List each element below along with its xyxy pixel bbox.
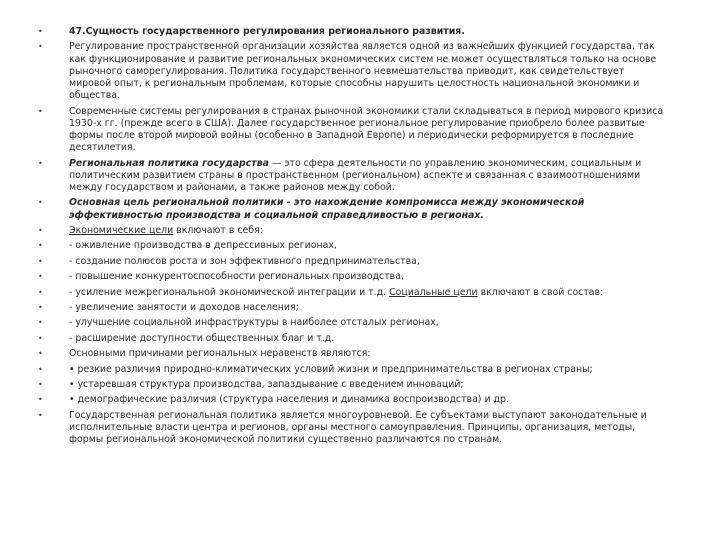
list-item (38, 158, 664, 195)
list-item (38, 302, 664, 314)
term-definition: Региональная политика государства (69, 157, 269, 169)
list-item (38, 240, 664, 252)
social-goals-link[interactable]: Социальные цели (389, 286, 478, 298)
paragraph-text: Основными причинами региональных неравенств являются: (69, 348, 371, 360)
bullet-icon: • (38, 106, 43, 116)
list-item (38, 394, 664, 406)
bullet-icon: • (38, 287, 43, 297)
list-item (38, 410, 664, 447)
main-goal-text: Основная цель региональной политики - это нахождение компромисса между экономической эффективностью производства и социальной справедливостью в регионах. (69, 197, 585, 221)
list-item (38, 26, 664, 38)
paragraph-text: • резкие различия природно-климатических условий жизни и предпринимательства в регионах страны; (69, 363, 593, 375)
paragraph-text: - повышение конкурентоспособности региональных производства, (69, 271, 404, 283)
list-item (38, 106, 664, 155)
list-item (38, 41, 664, 102)
economic-goals-link[interactable]: Экономические цели (69, 224, 174, 236)
list-item (38, 379, 664, 391)
list-item (38, 348, 664, 360)
list-item (38, 197, 664, 221)
bullet-icon: • (38, 364, 43, 374)
section-title: 47.Сущность государственного регулирования регионального развития. (69, 26, 465, 37)
paragraph-text: - расширение доступности общественных благ и т.д. (69, 332, 335, 344)
bullet-icon: • (38, 256, 43, 266)
list-item (38, 287, 664, 299)
paragraph-text: - оживление производства в депрессивных регионах, (69, 240, 337, 252)
paragraph-text: • демографические различия (структура населения и динамика воспроизводства) и др. (69, 394, 509, 406)
paragraph-text: — это сфера деятельности по управлению экономическим, социальным и политическим развитием страны в пространственном (региональном) аспекте и связанная с взаимоотношениями между государством и районами, а также районов между собой. (69, 157, 642, 193)
bullet-icon: • (38, 241, 43, 251)
bullet-icon: • (38, 27, 43, 36)
bullet-icon: • (38, 379, 43, 389)
bullet-list (38, 26, 664, 449)
bullet-icon: • (38, 395, 43, 405)
bullet-icon: • (38, 349, 43, 359)
list-item (38, 364, 664, 376)
bullet-icon: • (38, 225, 43, 235)
list-item (38, 333, 664, 345)
paragraph-text: включают в свой состав: (477, 286, 604, 298)
paragraph-text: • устаревшая структура производства, запаздывание с введением инноваций; (69, 378, 464, 390)
list-item (38, 256, 664, 268)
bullet-icon: • (38, 318, 43, 328)
list-item (38, 225, 664, 237)
list-item (38, 317, 664, 329)
bullet-icon: • (38, 158, 43, 168)
list-item (38, 271, 664, 283)
bullet-icon: • (38, 410, 43, 420)
paragraph-text: включают в себя: (173, 224, 263, 236)
paragraph-text: Регулирование пространственной организации хозяйства является одной из важнейших функцией государства, так как функционирование и развитие региональных экономических систем не может осуществляться только на основе рыночного саморегулирования. Политика государственного невмешательства приводит, как свидетельствует мировой опыт, к региональным проблемам, которые способны нарушить целостность национальной экономики и общества. (69, 41, 657, 102)
paragraph-text: - улучшение социальной инфраструктуры в наиболее отсталых регионах, (69, 317, 439, 329)
paragraph-text: Государственная региональная политика является многоуровневой. Ее субъектами выступают законодательные и исполнительные власти центра и регионов, органы местного самоуправления. Принципы, организация, методы, формы региональной экономической политики существенно различаются по странам. (69, 409, 647, 446)
paragraph-text: - усиление межрегиональной экономической интеграции и т.д. (69, 286, 387, 298)
bullet-icon: • (38, 42, 43, 52)
bullet-icon: • (38, 333, 43, 343)
bullet-icon: • (38, 302, 43, 312)
bullet-icon: • (38, 272, 43, 282)
paragraph-text: - создание полюсов роста и зон эффективного предпринимательства, (69, 255, 420, 267)
paragraph-text: Современные системы регулирования в странах рыночной экономики стали складываться в период мирового кризиса 1930-х гг. (прежде всего в США). Далее государственное региональное регулирование приобрело более развитые формы после второй мировой войны (особенно в Западной Европе) и периодически реформируется в последние десятилетия. (69, 105, 664, 154)
bullet-icon: • (38, 198, 43, 208)
paragraph-text: - увеличение занятости и доходов населения; (69, 301, 299, 313)
